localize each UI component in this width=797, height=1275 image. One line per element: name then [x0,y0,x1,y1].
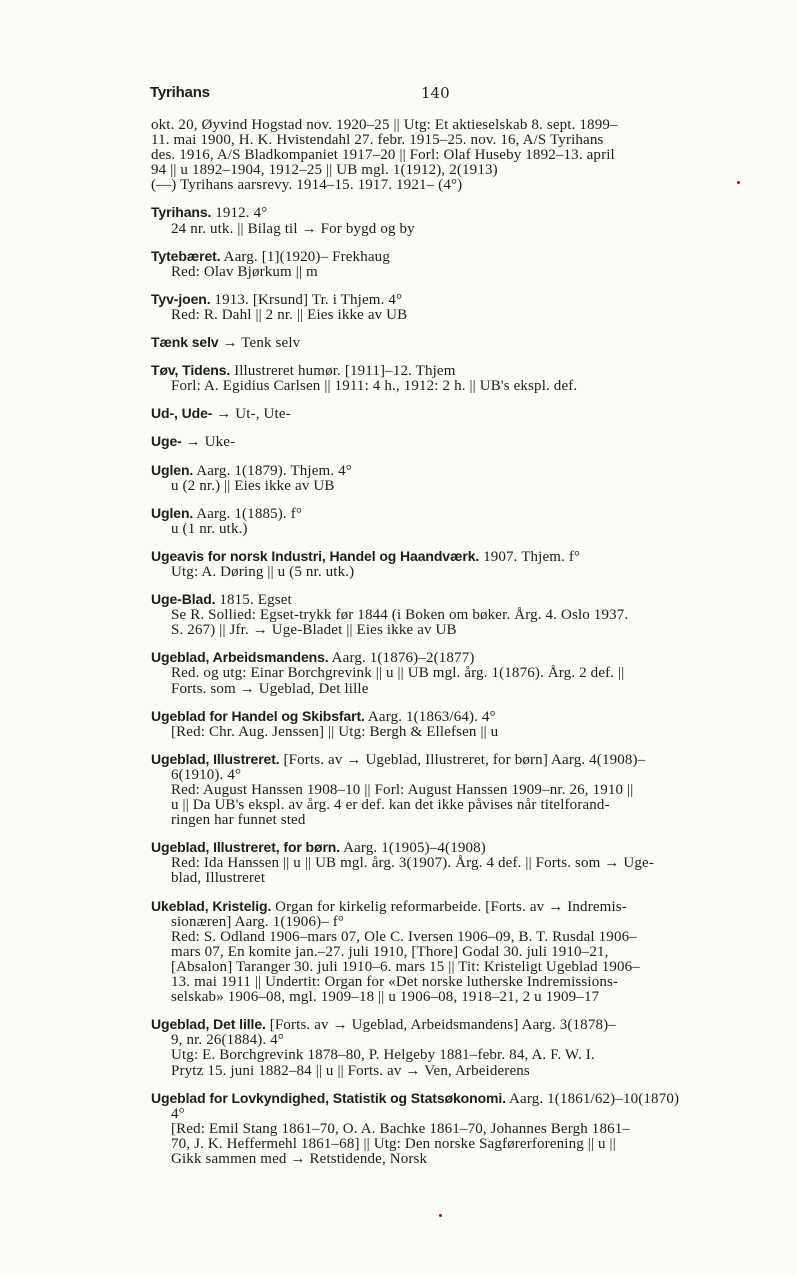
entry-headword: Ud-, Ude- [151,405,213,422]
entry-detail-line: 4° [171,1105,185,1122]
entry-imprint: [Forts. av → Ugeblad, Arbeidsmandens] Aarg. 3(1878)– [265,1017,616,1034]
running-head-title: Tyrihans [150,84,210,101]
entry-detail-line: Se R. Sollied: Egset-trykk før 1844 (i Boken om bøker. Årg. 4. Oslo 1937. [171,607,629,624]
entry-heading-line [151,592,746,608]
entry-detail-line: des. 1916, A/S Bladkompaniet 1917–20 || Forl: Olaf Huseby 1892–13. april [151,147,615,164]
catalogue-entries [151,118,746,1179]
entry-imprint: Aarg. [1](1920)– Frekhaug [220,248,390,265]
entry-detail-line: sionæren] Aarg. 1(1906)– f° [171,913,345,930]
entry-headword: Tytebæret. [151,247,221,264]
entry-detail-line: (—) Tyrihans aarsrevy. 1914–15. 1917. 1921– (4°) [151,177,463,194]
entry-headword: Ugeblad for Lovkyndighed, Statistik og Statsøkonomi. [151,1089,506,1106]
entry-heading-line [151,752,746,768]
entry-heading-line [151,650,746,666]
entry-imprint: → Ut-, Ute- [212,406,291,423]
entry-heading-line [151,363,746,379]
entry-imprint: Aarg. 1(1879). Thjem. 4° [193,462,352,479]
entry-imprint: Aarg. 1(1885). f° [193,505,303,522]
entry-detail-line: Red: Olav Bjørkum || m [171,263,318,280]
entry-imprint: Aarg. 1(1876)–2(1877) [328,650,475,667]
entry-detail-line: [Red: Chr. Aug. Jenssen] || Utg: Bergh & Ellefsen || u [171,723,499,740]
entry-heading-line [151,406,746,422]
entry-detail-line: 11. mai 1900, H. K. Hvistendahl 27. febr. 1915–25. nov. 16, A/S Tyrihans [151,132,604,149]
catalogue-entry [151,709,746,740]
catalogue-entry [151,752,746,828]
entry-heading-line [151,249,746,265]
catalogue-entry [151,840,746,886]
entry-detail-line: u || Da UB's ekspl. av årg. 4 er def. kan det ikke påvises når titelforand- [171,797,610,814]
print-speck [737,181,740,184]
entry-detail-line: selskab» 1906–08, mgl. 1909–18 || u 1906–08, 1918–21, 2 u 1909–17 [171,989,600,1006]
entry-detail-line: Utg: A. Døring || u (5 nr. utk.) [171,563,355,580]
catalogue-entry [151,406,746,422]
entry-imprint: 1907. Thjem. f° [479,548,581,565]
entry-heading-line [151,506,746,522]
entry-imprint: Organ for kirkelig reformarbeide. [Forts. av → Indremis- [271,898,627,915]
entry-imprint: 1815. Egset [215,592,292,609]
page-number: 140 [421,84,450,102]
entry-detail-line: [Absalon] Taranger 30. juli 1910–6. mars 15 || Tit: Kristeligt Ugeblad 1906– [171,958,640,975]
entry-detail-line: ringen har funnet sted [171,812,306,829]
entry-headword: Ukeblad, Kristelig. [151,897,272,914]
running-head [150,84,750,106]
entry-detail-line: Red: R. Dahl || 2 nr. || Eies ikke av UB [171,306,408,323]
entry-detail-line: 13. mai 1911 || Undertit: Organ for «Det norske lutherske Indremissions- [171,974,619,991]
entry-heading-line [151,840,746,856]
catalogue-entry [151,335,746,351]
entry-imprint: → Tenk selv [218,335,301,352]
catalogue-entry [151,463,746,494]
entry-headword: Ugeblad, Det lille. [151,1016,266,1033]
entry-heading-line [151,434,746,450]
entry-heading-line [151,292,746,308]
entry-imprint: Aarg. 1(1863/64). 4° [364,708,496,725]
catalogue-entry [151,1017,746,1078]
entry-headword: Ugeavis for norsk Industri, Handel og Haandværk. [151,547,480,564]
catalogue-entry [151,549,746,580]
entry-heading-line [151,335,746,351]
catalogue-entry [151,118,746,193]
entry-imprint: Aarg. 1(1861/62)–10(1870) [505,1090,680,1107]
entry-headword: Uglen. [151,461,194,478]
entry-imprint: [Forts. av → Ugeblad, Illustreret, for børn] Aarg. 4(1908)– [279,751,646,768]
entry-headword: Uge- [151,433,182,450]
entry-detail-line: Forts. som → Ugeblad, Det lille [171,680,369,697]
entry-detail-line: Red: S. Odland 1906–mars 07, Ole C. Iversen 1906–09, B. T. Rusdal 1906– [171,928,637,945]
entry-detail-line: Utg: E. Borchgrevink 1878–80, P. Helgeby 1881–febr. 84, A. F. W. I. [171,1047,595,1064]
entry-detail-line: 6(1910). 4° [171,766,242,783]
entry-heading-line [151,205,746,221]
catalogue-entry [151,363,746,394]
entry-imprint: Illustreret humør. [1911]–12. Thjem [230,363,456,380]
entry-detail-line: Red. og utg: Einar Borchgrevink || u || UB mgl. årg. 1(1876). Årg. 2 def. || [171,665,625,682]
entry-detail-line: 70, J. K. Heffermehl 1861–68] || Utg: Den norske Sagførerforening || u || [171,1135,616,1152]
entry-detail-line: S. 267) || Jfr. → Uge-Bladet || Eies ikke av UB [171,622,457,639]
entry-detail-line: u (2 nr.) || Eies ikke av UB [171,477,335,494]
entry-detail-line: Forl: A. Egidius Carlsen || 1911: 4 h., 1912: 2 h. || UB's ekspl. def. [171,378,578,395]
entry-headword: Tyv-joen. [151,290,211,307]
catalogue-entry [151,205,746,236]
entry-imprint: 1913. [Krsund] Tr. i Thjem. 4° [210,291,403,308]
entry-detail-line: Red: August Hanssen 1908–10 || Forl: August Hanssen 1909–nr. 26, 1910 || [171,782,634,798]
catalogue-entry [151,434,746,450]
entry-detail-line: blad, Illustreret [171,870,266,887]
catalogue-entry [151,899,746,1006]
catalogue-entry [151,506,746,537]
entry-heading-line [151,709,746,725]
entry-headword: Tyrihans. [151,204,212,221]
entry-headword: Tøv, Tidens. [151,362,231,379]
entry-detail-line: Red: Ida Hanssen || u || UB mgl. årg. 3(1907). Årg. 4 def. || Forts. som → Uge- [171,855,655,872]
entry-heading-line [151,1091,746,1107]
entry-detail-line: 94 || u 1892–1904, 1912–25 || UB mgl. 1(1912), 2(1913) [151,162,498,179]
entry-detail-line: okt. 20, Øyvind Hogstad nov. 1920–25 || Utg: Et aktieselskab 8. sept. 1899– [151,117,618,133]
catalogue-entry [151,292,746,323]
entry-detail-line: Prytz 15. juni 1882–84 || u || Forts. av → Ven, Arbeiderens [171,1062,530,1079]
entry-detail-line: 24 nr. utk. || Bilag til → For bygd og by [171,220,415,237]
catalogue-entry [151,1091,746,1167]
entry-headword: Uglen. [151,504,194,521]
entry-heading-line [151,463,746,479]
entry-heading-line [151,549,746,565]
entry-detail-line: 9, nr. 26(1884). 4° [171,1032,285,1049]
catalogue-entry [151,592,746,638]
catalogue-entry [151,650,746,696]
entry-imprint: → Uke- [181,434,236,451]
entry-headword: Ugeblad, Illustreret, for børn. [151,839,341,856]
entry-detail-line: u (1 nr. utk.) [171,520,248,537]
entry-imprint: 1912. 4° [211,205,268,222]
entry-headword: Ugeblad, Illustreret. [151,750,280,767]
entry-headword: Ugeblad for Handel og Skibsfart. [151,707,365,724]
print-speck [439,1214,442,1217]
entry-detail-line: [Red: Emil Stang 1861–70, O. A. Bachke 1861–70, Johannes Bergh 1861– [171,1120,631,1137]
entry-detail-line: Gikk sammen med → Retstidende, Norsk [171,1150,428,1167]
catalogue-entry [151,249,746,280]
entry-headword: Ugeblad, Arbeidsmandens. [151,649,329,666]
entry-heading-line [151,899,746,915]
entry-headword: Tænk selv [151,334,219,351]
entry-headword: Uge-Blad. [151,591,216,608]
entry-imprint: Aarg. 1(1905)–4(1908) [340,840,486,857]
entry-heading-line [151,1017,746,1033]
entry-detail-line: mars 07, En komite jan.–27. juli 1910, [Thore] Godal 30. juli 1910–21, [171,943,609,960]
